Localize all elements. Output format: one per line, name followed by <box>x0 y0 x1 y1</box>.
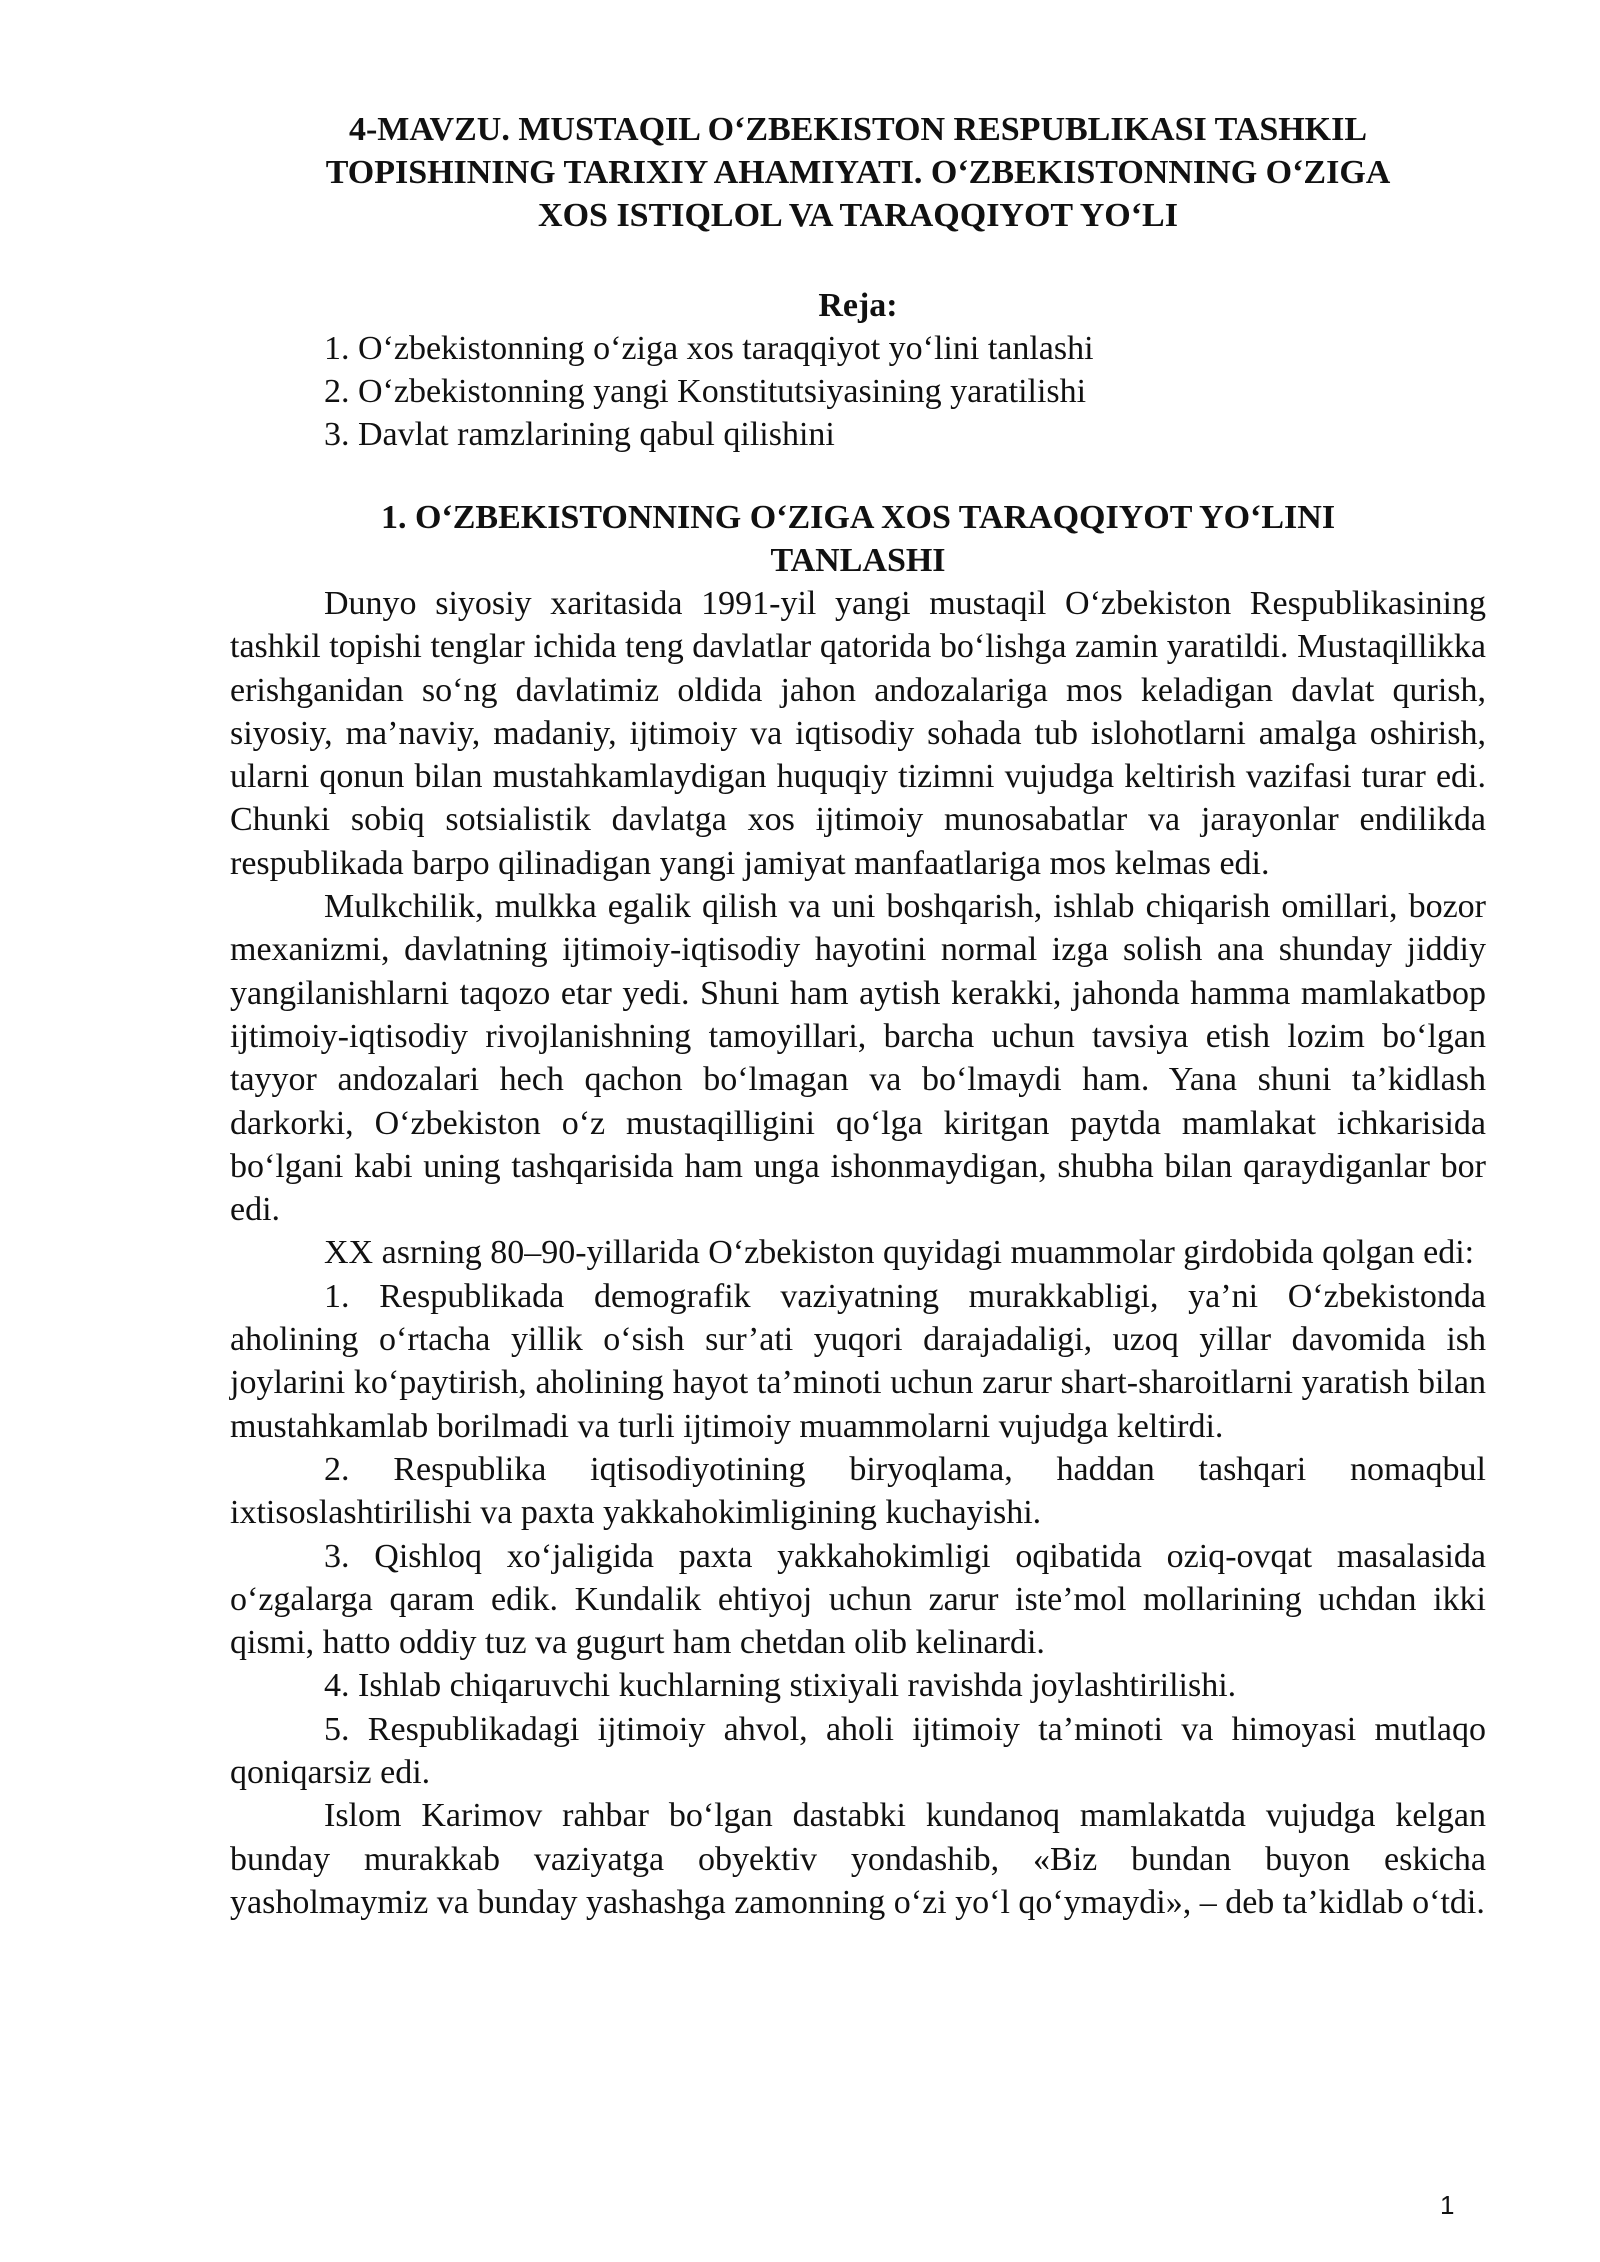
page-content <box>230 108 1486 1924</box>
title-line: XOS ISTIQLOL VA TARAQQIYOT YO‘LI <box>538 197 1178 234</box>
document-title <box>230 108 1486 237</box>
plan-list <box>230 327 1486 456</box>
numbered-paragraph: 3. Qishloq xo‘jaligida paxta yakkahokimligi oqibatida oziq-ovqat masalasida o‘zgalarga qaram edik. Kundalik ehtiyoj uchun zarur iste’mol mollarining uchdan ikki qismi, hatto oddiy tuz va gugurt ham chetdan olib kelinardi. <box>230 1537 1486 1662</box>
plan-heading: Reja: <box>818 287 898 324</box>
numbered-paragraph: 2. Respublika iqtisodiyotining biryoqlama, haddan tashqari nomaqbul ixtisoslashtirilishi va paxta yakkahokimligining kuchayishi. <box>230 1450 1486 1532</box>
title-line: 4-MAVZU. MUSTAQIL O‘ZBEKISTON RESPUBLIKASI TASHKIL <box>348 111 1368 148</box>
plan-item: 3. Davlat ramzlarining qabul qilishini <box>324 416 835 453</box>
section-heading <box>230 496 1486 582</box>
plan-item: 1. O‘zbekistonning o‘ziga xos taraqqiyot yo‘lini tanlashi <box>324 330 1094 367</box>
body-paragraph: XX asrning 80–90-yillarida Oʻzbekiston quyidagi muammolar girdobida qolgan edi: <box>324 1234 1475 1272</box>
title-line: TOPISHINING TARIXIY AHAMIYATI. O‘ZBEKISTONNING O‘ZIGA <box>325 154 1391 191</box>
section-heading-line: TANLASHI <box>770 542 946 579</box>
body-paragraph: Islom Karimov rahbar bo‘lgan dastabki kundanoq mamlakatda vujudga kelgan bunday murakkab vaziyatga obyektiv yondashib, «Biz bundan buyon eskicha yasholmaymiz va bunday yashashga zamonning o‘zi yo‘l qo‘ymaydi», – deb ta’kidlab o‘tdi. <box>230 1797 1486 1921</box>
body-paragraph: Dunyo siyosiy xaritasida 1991-yil yangi mustaqil O‘zbekiston Respublikasining tashkil topishi tenglar ichida teng davlatlar qatorida bo‘lishga zamin yaratildi. Mustaqillikka erishganidan so‘ng davlatimiz oldida jahon andozalariga mos keladigan davlat qurish, siyosiy, ma’naviy, madaniy, ijtimoiy va iqtisodiy sohada tub islohotlarni amalga oshirish, ularni qonun bilan mustahkamlaydigan huquqiy tizimni vujudga keltirish vazifasi turar edi. Chunki sobiq sotsialistik davlatga xos ijtimoiy munosabatlar va jarayonlar endilikda respublikada barpo qilinadigan yangi jamiyat manfaatlariga mos kelmas edi. <box>230 585 1486 882</box>
numbered-paragraph: 1. Respublikada demografik vaziyatning murakkabligi, ya’ni O‘zbekistonda aholining o‘rtacha yillik o‘sish sur’ati yuqori darajadaligi, uzoq yillar davomida ish joylarini ko‘paytirish, aholining hayot ta’minoti uchun zarur shart-sharoitlarni yaratish bilan mustahkamlab borilmadi va turli ijtimoiy muammolarni vujudga keltirdi. <box>230 1277 1486 1445</box>
page-number: 1 <box>1440 2190 1455 2220</box>
numbered-paragraph: 5. Respublikadagi ijtimoiy ahvol, aholi ijtimoiy ta’minoti va himoyasi mutlaqo qoniqarsiz edi. <box>230 1710 1486 1792</box>
body-paragraph: Mulkchilik, mulkka egalik qilish va uni boshqarish, ishlab chiqarish omillari, bozor mexanizmi, davlatning ijtimoiy-iqtisodiy hayotini normal izga solish ana shunday jiddiy yangilanishlarni taqozo etar yedi. Shuni ham aytish kerakki, jahonda hamma mamlakatbop ijtimoiy-iqtisodiy rivojlanishning tamoyillari, barcha uchun tavsiya etish lozim bo‘lgan tayyor andozalari hech qachon bo‘lmagan va bo‘lmaydi ham. Yana shuni ta’kidlash darkorki, O‘zbekiston o‘z mustaqilligini qo‘lga kiritgan paytda mamlakat ichkarisida bo‘lgani kabi uning tashqarisida ham unga ishonmaydigan, shubha bilan qaraydiganlar bor edi. <box>230 888 1486 1229</box>
plan-item: 2. O‘zbekistonning yangi Konstitutsiyasining yaratilishi <box>324 373 1087 410</box>
section-heading-line: 1. O‘ZBEKISTONNING O‘ZIGA XOS TARAQQIYOT YO‘LINI <box>380 499 1336 536</box>
numbered-paragraph: 4. Ishlab chiqaruvchi kuchlarning stixiyali ravishda joylashtirilishi. <box>324 1667 1237 1705</box>
